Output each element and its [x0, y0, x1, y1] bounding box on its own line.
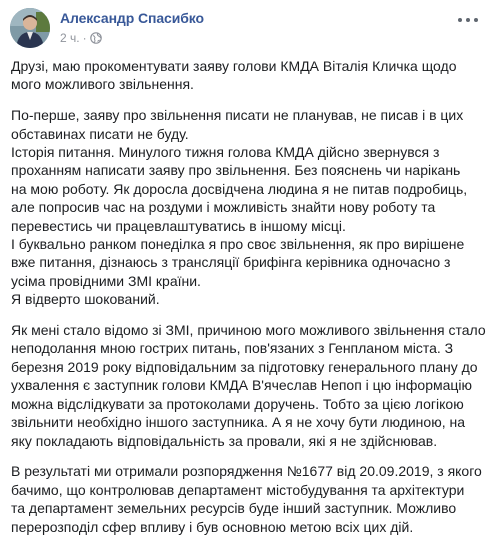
post-text-line: Як мені стало відомо зі ЗМІ, причиною мого можливого звільнення стало [11, 322, 486, 339]
post-text-line: перерозподіл сфер впливу і був основною метою всіх цих дій. [11, 518, 414, 535]
post-author-name[interactable]: Александр Спасибко [60, 10, 204, 26]
post-text-line: В результаті ми отримали розпорядження №1677 від 20.09.2019, з якого [11, 463, 482, 480]
post-text-line: звільнити необхідно іншого заступника. А я не хочу бути людиною, на [11, 414, 465, 431]
post-text-line: По-перше, заяву про звільнення писати не планував, не писав і в цих [11, 107, 464, 124]
post-timestamp[interactable]: 2 ч. [60, 31, 80, 45]
post-text-line: ухвалення є заступник голови КМДА В'ячеслав Непоп і цю інформацію [11, 377, 473, 394]
globe-icon[interactable] [90, 32, 102, 44]
post-text-line: та департамент земельних ресурсів буде інший заступник. Можливо [11, 500, 457, 517]
post-text-line: березня 2019 року відповідальним за підготовку генерального плану до [11, 358, 478, 375]
post-text-line: бачимо, що контролював департамент містобудування та архітектури [11, 481, 465, 498]
post-text-line: Друзі, маю прокоментувати заяву голови КМДА Віталія Кличка щодо [11, 58, 457, 74]
post-text-line: на мою роботу. Як доросла досвідчена людина я не питав подробиць, [11, 180, 468, 197]
post-text-line: перевестись чи працевлаштуватись в іншому місці. [11, 217, 346, 234]
avatar-photo [10, 8, 50, 48]
post-paragraph [11, 57, 481, 94]
post-text-line: обставинах писати не буду. [11, 125, 189, 142]
post-text-line: але попросив час на роздуми і можливість знайти нову роботу та [11, 199, 436, 216]
post-text-line: Історія питання. Минулого тижня голова КМДА дійсно звернувся з [11, 144, 440, 161]
post-text-line: Я відверто шокований. [11, 291, 160, 308]
post-header [10, 8, 482, 54]
more-options-icon[interactable] [458, 12, 478, 28]
post-text-line: яку покладають відповідальність за провали, які я не здійснював. [11, 432, 438, 449]
post-meta [60, 31, 102, 45]
post-body [11, 57, 486, 548]
post-paragraph [11, 321, 486, 450]
post-text-line: неподолання мною гострих питань, пов'язаних з Генпланом міста. З [11, 340, 454, 357]
post-text-line: І буквально ранком понеділка я про своє звільнення, як про вирішене [11, 236, 465, 253]
post-text-line: усіма провідними ЗМІ країни. [11, 272, 201, 289]
post-text-line: можна відслідкувати за протоколами доручень. Тобто за цією логікою [11, 395, 464, 412]
post-paragraph [11, 462, 481, 536]
post-text-line: вже питання, дізнаюсь з трансляції брифінга керівника одночасно з [11, 254, 451, 271]
post-text-line: мого можливого звільнення. [11, 76, 194, 93]
post-text-line: проханням написати заяву про звільнення. Без пояснень чи нарікань [11, 162, 461, 179]
post-paragraph [11, 106, 481, 308]
meta-separator: · [82, 31, 87, 45]
avatar[interactable] [10, 8, 50, 48]
